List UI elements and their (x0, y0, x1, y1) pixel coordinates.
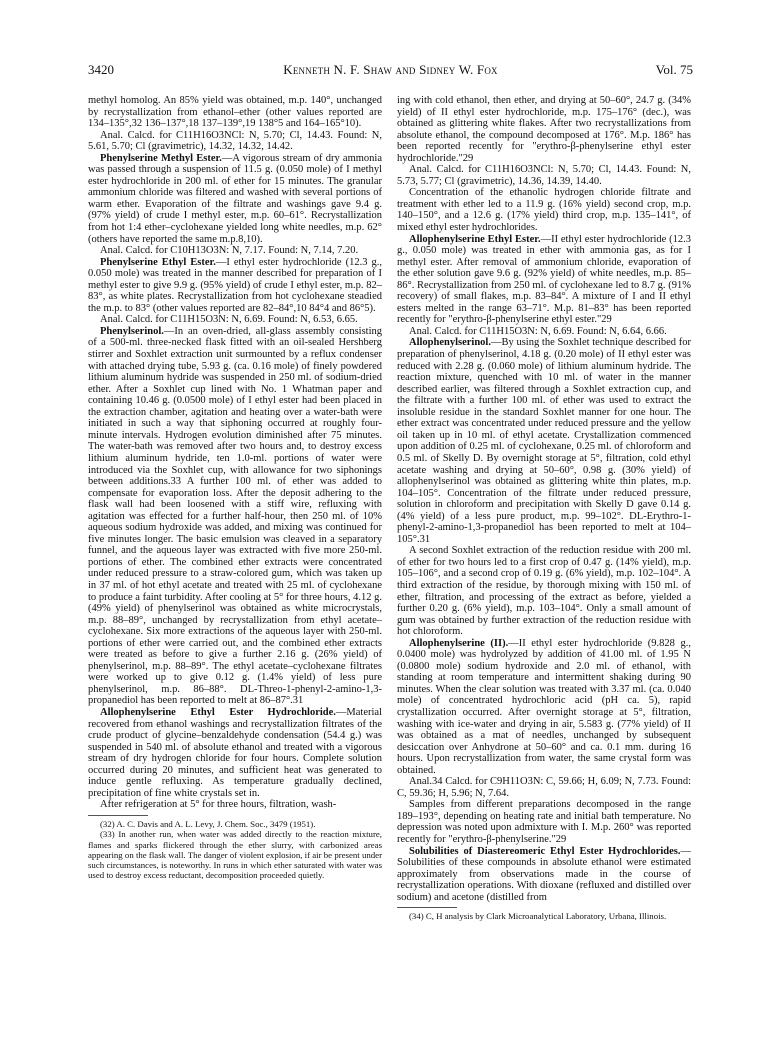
section-heading: Allophenylserine Ethyl Ester Hydrochloride. (100, 706, 336, 718)
footnote: (33) In another run, when water was added directly to the reaction mixture, flames and sparks flickered through the ether slurry, with carbonized areas appearing on the flask wall. The danger of violent explosion, if air be present under such circumstances, is noteworthy. In runs in which ether saturated with water was used to destroy excess reductant, decomposition proceeded quietly. (88, 829, 382, 881)
paragraph: Concentration of the ethanolic hydrogen chloride filtrate and treatment with ether led to a 11.9 g. (16% yield) second crop, m.p. 140–150°, and a 12.6 g. (17% yield) third crop, m.p. 135–141°, of mixed ethyl ester hydrochlorides. (397, 187, 691, 234)
section-text: —II ethyl ester hydrochloride (12.3 g., 0.050 mole) was treated in ether with ammonia gas, as for I methyl ester. After removal of ammonium chloride, evaporation of the ether solution gave 9.6 g. (92% yield) of white needles, m.p. 85–86°. Recrystallization from 250 ml. of cyclohexane led to 8.7 g. (91% recovery) of small flakes, m.p. 83–84°. A mixture of I and II ethyl esters melted in the range 63–71°. M.p. 81–83° has been reported recently for "erythro-β-phenylserine ethyl ester."29 (397, 233, 691, 326)
paragraph: Anal. Calcd. for C10H13O3N: N, 7.17. Found: N, 7.14, 7.20. (100, 245, 359, 257)
section-heading: Solubilities of Diastereomeric Ethyl Ester Hydrochlorides. (409, 845, 681, 857)
paragraph: ing with cold ethanol, then ether, and drying at 50–60°, 24.7 g. (34% yield) of II ethyl ester hydrochloride, m.p. 175–176° (dec.), was obtained as glittering white flakes. After two recrystallizations from absolute ethanol, the compound decomposed at 176°. M.p. 186° has been reported recently for "erythro-β-phenylserine ethyl ester hydrochloride."29 (397, 95, 691, 164)
paragraph: Anal. Calcd. for C11H15O3N: N, 6.69. Found: N, 6.53, 6.65. (100, 314, 358, 326)
section-text: —Material recovered from ethanol washings and recrystallization filtrates of the crude product of glycine–benzaldehyde condensation (54.4 g.) was suspended in 540 ml. of absolute ethanol and treated with a vigorous stream of dry hydrogen chloride for four hours. Complete solution occurred during 20 minutes, and sufficient heat was generated to induce gentle refluxing. As temperature gradually declined, precipitation of fine white crystals set in. (88, 706, 382, 799)
page-number: 3420 (88, 62, 114, 77)
running-title: Kenneth N. F. Shaw and Sidney W. Fox (283, 62, 498, 77)
footnote: (32) A. C. Davis and A. L. Levy, J. Chem. Soc., 3479 (1951). (100, 818, 316, 829)
section-heading: Phenylserine Methyl Ester. (100, 152, 222, 164)
paragraph: methyl homolog. An 85% yield was obtained, m.p. 140°, unchanged by recrystallization from ethanol–ether (other values reported are 134–135°,32 136–137°,18 137–139°,19 138°5 and 164–165°10). (88, 95, 382, 130)
paragraph: Samples from different preparations decomposed in the range 189–193°, depending on heating rate and initial bath temperature. No depression was noted upon admixture with I. M.p. 260° was reported recently for "erythro-β-phenylserine."29 (397, 799, 691, 845)
section-text: —By using the Soxhlet technique described for preparation of phenylserinol, 4.18 g. (0.20 mole) of II ethyl ester was reduced with 2.28 g. (0.060 mole) of lithium aluminum hydride. The reaction mixture, quenched with 10 ml. of water in the manner described earlier, was filtered through a Soxhlet extraction cup, and the filtrate with a further 100 ml. of ether was used to extract the insoluble residue in the standard Soxhlet manner for one hour. The ether extract was concentrated under reduced pressure and the yellow oil taken up in 10 ml. of ethyl acetate. Crystallization commenced upon addition of 0.25 ml. of cyclohexane, 0.25 ml. of chloroform and 0.5 ml. of Skelly D. By overnight storage at 5°, filtration, cold ethyl acetate washing and drying at 50–60°, 0.98 g. (30% yield) of allophenylserinol was obtained as glittering white thin plates, m.p. 104–105°. Concentration of the filtrate under reduced pressure, solution in chloroform and precipitation with Skelly D gave 0.14 g. (4% yield) of a less pure product, m.p. 99–102°. DL-Erythro-1-phenyl-2-amino-1,3-propanediol has been reported to melt at 104–105°.31 (397, 337, 691, 545)
paragraph: Anal.34 Calcd. for C9H11O3N: C, 59.66; H, 6.09; N, 7.73. Found: C, 59.36; H, 5.96; N, 7.64. (397, 776, 691, 799)
section-text: —Solubilities of these compounds in absolute ethanol were estimated approximately from observations made in the course of recrystallization operations. With dioxane (refluxed and distilled over sodium) and acetone (distilled from (397, 845, 691, 903)
section-paragraph (397, 638, 691, 777)
volume-label: Vol. 75 (655, 62, 693, 77)
paragraph: Anal. Calcd. for C11H15O3N: N, 6.69. Found: N, 6.64, 6.66. (409, 325, 667, 337)
section-heading: Allophenylserine Ethyl Ester. (409, 233, 541, 245)
section-text: —A vigorous stream of dry ammonia was passed through a suspension of 11.5 g. (0.050 mole) of I methyl ester hydrochloride in 200 ml. of ether for 15 minutes. The granular ammonium chloride was filtered and washed with several portions of warm ether. Evaporation of the filtrate and washings gave 9.4 g. (97% yield) of crude I methyl ester, m.p. 60–61°. Recrystallization from hot 1:4 ether–cyclohexane yielded long white needles, m.p. 62° (others have reported the same m.p.8,10). (88, 152, 383, 245)
section-text: —II ethyl ester hydrochloride (9.828 g., 0.0400 mole) was hydrolyzed by addition of 41.00 ml. of 1.95 N (0.0800 mole) sodium hydroxide and 2.0 ml. of ethanol, with standing at room temperature and intermittent shaking during 90 minutes. When the clear solution was treated with 3.37 ml. (ca. 0.040 mole) of concentrated hydrochloric acid (pH ca. 5), rapid crystallization occurred. After overnight storage at 5°, filtration, washing with ice-water and drying in air, 5.583 g. (77% yield) of II was obtained as a mat of needles, unchanged by subsequent desiccation over Anhydrone at 50–60° and ca. 0.1 mm. during 16 hours. Upon recrystallization from water, the same crystal form was obtained. (397, 637, 691, 776)
right-column (397, 95, 691, 922)
section-paragraph (88, 153, 382, 245)
footnote: (34) C, H analysis by Clark Microanalytical Laboratory, Urbana, Illinois. (409, 911, 667, 922)
footnote-divider (397, 907, 457, 908)
left-column (88, 95, 382, 881)
section-heading: Phenylserinol. (100, 325, 164, 337)
section-paragraph (397, 846, 691, 904)
page-header (88, 62, 693, 80)
section-text: —In an oven-dried, all-glass assembly consisting of a 500-ml. three-necked flask fitted with an oil-sealed Hershberg stirrer and Soxhlet extraction unit surmounted by a reflux condenser with attached drying tube, 5.93 g. (ca. 0.16 mole) of finely powdered lithium aluminum hydride was suspended in 250 ml. of sodium-dried ether. After a Soxhlet cup lined with No. 1 Whatman paper and containing 10.46 g. (0.0500 mole) of I ethyl ester had been placed in the extraction chamber, agitation and heating over a water-bath were initiated in such a way that siphoning occurred at roughly four-minute intervals. Hydrogen evolution diminished after 75 minutes. The water-bath was removed after two hours and, to destroy excess lithium aluminum hydride, ten 1.0-ml. portions of water were introduced via the Soxhlet cup, with allowance for two siphonings between additions.33 A further 100 ml. of ether was added to compensate for evaporation loss. After the deposit adhering to the flask wall had been loosened with a stiff wire, refluxing with agitation was effected for a further half-hour, then 250 ml. of 10% aqueous sodium hydroxide was added, and mixing was continued for five minutes longer. The basic emulsion was cleaved in a separatory funnel, and the aqueous layer was extracted with five more 250-ml. portions of ether. The combined ether extracts were concentrated under reduced pressure to a straw-colored gum, which was taken up in 37 ml. of hot ethyl acetate and treated with 25 ml. of cyclohexane to produce a faint turbidity. After cooling at 5° for three hours, 4.12 g. (49% yield) of phenylserinol was obtained as white microcrystals, m.p. 88–89°, unchanged by recrystallization from ethyl acetate–cyclohexane. Six more extractions of the aqueous layer with 250-ml. portions of ether were carried out, and the combined ether extracts were treated as before to give a further 2.16 g. (26% yield) of phenylserinol, m.p. 88–89°. The ethyl acetate–cyclohexane filtrates were worked up to give 0.12 g. (1.4% yield) of less pure phenylserinol, m.p. 86–88°. DL-Threo-1-phenyl-2-amino-1,3-propanediol has been reported to melt at 86–87°.31 (88, 325, 382, 707)
footnotes (88, 819, 382, 881)
section-paragraph (88, 257, 382, 315)
section-heading: Allophenylserine (II). (409, 637, 509, 649)
section-heading: Allophenylserinol. (409, 337, 491, 349)
paragraph: A second Soxhlet extraction of the reduction residue with 200 ml. of ether for two hours led to a first crop of 0.47 g. (14% yield), m.p. 105–106°, and a second crop of 0.19 g. (6% yield), m.p. 102–104°. A third extraction of the residue, by thorough mixing with 150 ml. of ether, filtration, and processing of the extract as before, yielded a further 0.20 g. (6% yield), m.p. 103–104°. Only a small amount of gum was obtained by further extraction of the reduction residue with hot chloroform. (397, 545, 691, 638)
paragraph: Anal. Calcd. for C11H16O3NCl: N, 5.70; Cl, 14.43. Found: N, 5.61, 5.70; Cl (gravimetric), 14.32, 14.32, 14.42. (88, 129, 382, 153)
footnote-divider (88, 815, 148, 816)
section-paragraph (88, 707, 382, 799)
section-paragraph (397, 234, 691, 326)
section-paragraph (397, 337, 691, 545)
section-paragraph (88, 326, 382, 707)
section-heading: Phenylserine Ethyl Ester. (100, 256, 216, 268)
section-text: —I ethyl ester hydrochloride (12.3 g., 0.050 mole) was treated in the manner described for preparation of I methyl ester to give 9.9 g. (95% yield) of crude I ethyl ester, m.p. 82–83°, as white plates. Recrystallization from hot cyclohexane steadied the m.p. to 83° (other values reported are 82–84°,10 84°4 and 86°5). (88, 256, 382, 314)
paragraph: After refrigeration at 5° for three hours, filtration, wash- (100, 799, 337, 811)
footnotes (397, 911, 691, 921)
paragraph: Anal. Calcd. for C11H16O3NCl: N, 5.70; Cl, 14.43. Found: N, 5.73, 5.77; Cl (gravimetric), 14.36, 14.39, 14.40. (397, 164, 691, 187)
